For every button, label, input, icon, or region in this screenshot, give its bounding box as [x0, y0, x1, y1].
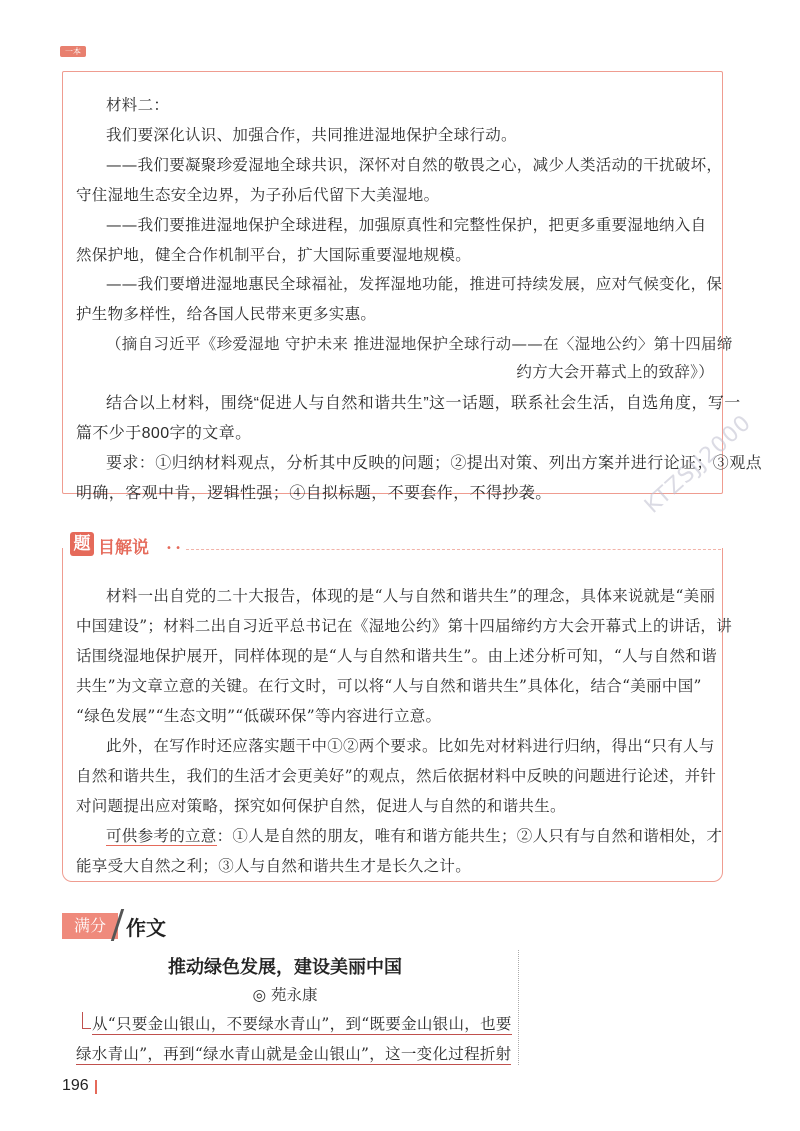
- essay-underlined-text: 从“只要金山银山，不要绿水青山”，到“既要金山银山，也要: [92, 1015, 512, 1033]
- prompt-line: 明确，客观中肯，逻辑性强；④自拟标题，不要套作，不得抄袭。: [76, 485, 552, 502]
- material-line: 护生物多样性，给各国人民带来更多实惠。: [76, 305, 377, 323]
- reference-line: 能享受大自然之利；③人与自然和谐共生才是长久之计。: [76, 857, 472, 875]
- column-divider: [518, 950, 519, 1065]
- header-dots: • •: [166, 543, 181, 554]
- material-heading: 材料二：: [106, 96, 170, 114]
- essay-author: ◎ 苑永康: [252, 986, 318, 1004]
- explanation-line: 话围绕湿地保护展开，同样体现的是“人与自然和谐共生”。由上述分析可知，“人与自然和谐: [76, 647, 717, 665]
- explanation-line: 材料一出自党的二十大报告，体现的是“人与自然和谐共生”的理念，具体来说就是“美丽: [106, 587, 716, 605]
- essay-title: 推动绿色发展，建设美丽中国: [168, 957, 402, 978]
- page-number-bar: [95, 1080, 97, 1094]
- section3-title: 作文: [126, 916, 166, 940]
- material-line: 然保护地，健全合作机制平台，扩大国际重要湿地规模。: [76, 246, 472, 264]
- prompt-line: 篇不少于800字的文章。: [76, 425, 252, 442]
- prompt-line: 要求：①归纳材料观点，分析其中反映的问题；②提出对策、列出方案并进行论证；③观点: [106, 455, 763, 472]
- section-title: 目解说: [98, 538, 149, 557]
- explanation-line: 对问题提出应对策略，探究如何保护自然，促进人与自然的和谐共生。: [76, 797, 566, 815]
- page-number: 196: [62, 1077, 89, 1094]
- source-citation: （摘自习近平《珍爱湿地 守护未来 推进湿地保护全球行动——在〈湿地公约〉第十四届缔: [106, 335, 733, 353]
- material-line: ——我们要增进湿地惠民全球福祉，发挥湿地功能，推进可持续发展，应对气候变化，保: [106, 275, 723, 293]
- essay-underlined-text: 绿水青山”，再到“绿水青山就是金山银山”，这一变化过程折射: [76, 1045, 512, 1063]
- source-citation: 约方大会开幕式上的致辞》）: [516, 363, 714, 381]
- explanation-line: 此外，在写作时还应落实题干中①②两个要求。比如先对材料进行归纳，得出“只有人与: [106, 737, 715, 755]
- essay-line: [76, 1042, 511, 1064]
- header-divider: [186, 549, 721, 550]
- explanation-line: 自然和谐共生，我们的生活才会更美好”的观点，然后依据材料中反映的问题进行论述，并针: [76, 767, 717, 785]
- prompt-line: 结合以上材料，围绕“促进人与自然和谐共生”这一话题，联系社会生活，自选角度，写一: [106, 395, 741, 412]
- full-score-badge: 满分: [62, 913, 118, 939]
- reference-line: [106, 824, 722, 846]
- section-badge: 题: [70, 532, 94, 556]
- material-line: 守住湿地生态安全边界，为子孙后代留下大美湿地。: [76, 186, 440, 204]
- explanation-line: 共生”为文章立意的关键。在行文时，可以将“人与自然和谐共生”具体化，结合“美丽中国”: [76, 677, 702, 695]
- watermark: KTZSJJ2000: [640, 410, 757, 519]
- explanation-line: 中国建设”；材料二出自习近平总书记在《湿地公约》第十四届缔约方大会开幕式上的讲话，讲: [76, 617, 733, 635]
- explanation-line: “绿色发展”“生态文明”“低碳环保”等内容进行立意。: [76, 707, 442, 725]
- material-line: ——我们要凝聚珍爱湿地全球共识，深怀对自然的敬畏之心，减少人类活动的干扰破坏，: [106, 156, 723, 174]
- material-line: 我们要深化认识、加强合作，共同推进湿地保护全球行动。: [106, 126, 517, 144]
- reference-label: 可供参考的立意: [106, 827, 217, 845]
- essay-line: [92, 1012, 512, 1034]
- reference-text: ：①人是自然的朋友，唯有和谐方能共生；②人只有与自然和谐相处，才: [216, 827, 723, 845]
- material-line: ——我们要推进湿地保护全球进程，加强原真性和完整性保护，把更多重要湿地纳入自: [106, 216, 707, 234]
- underline-bracket: [82, 1012, 91, 1029]
- corner-tab: 一本: [60, 46, 86, 57]
